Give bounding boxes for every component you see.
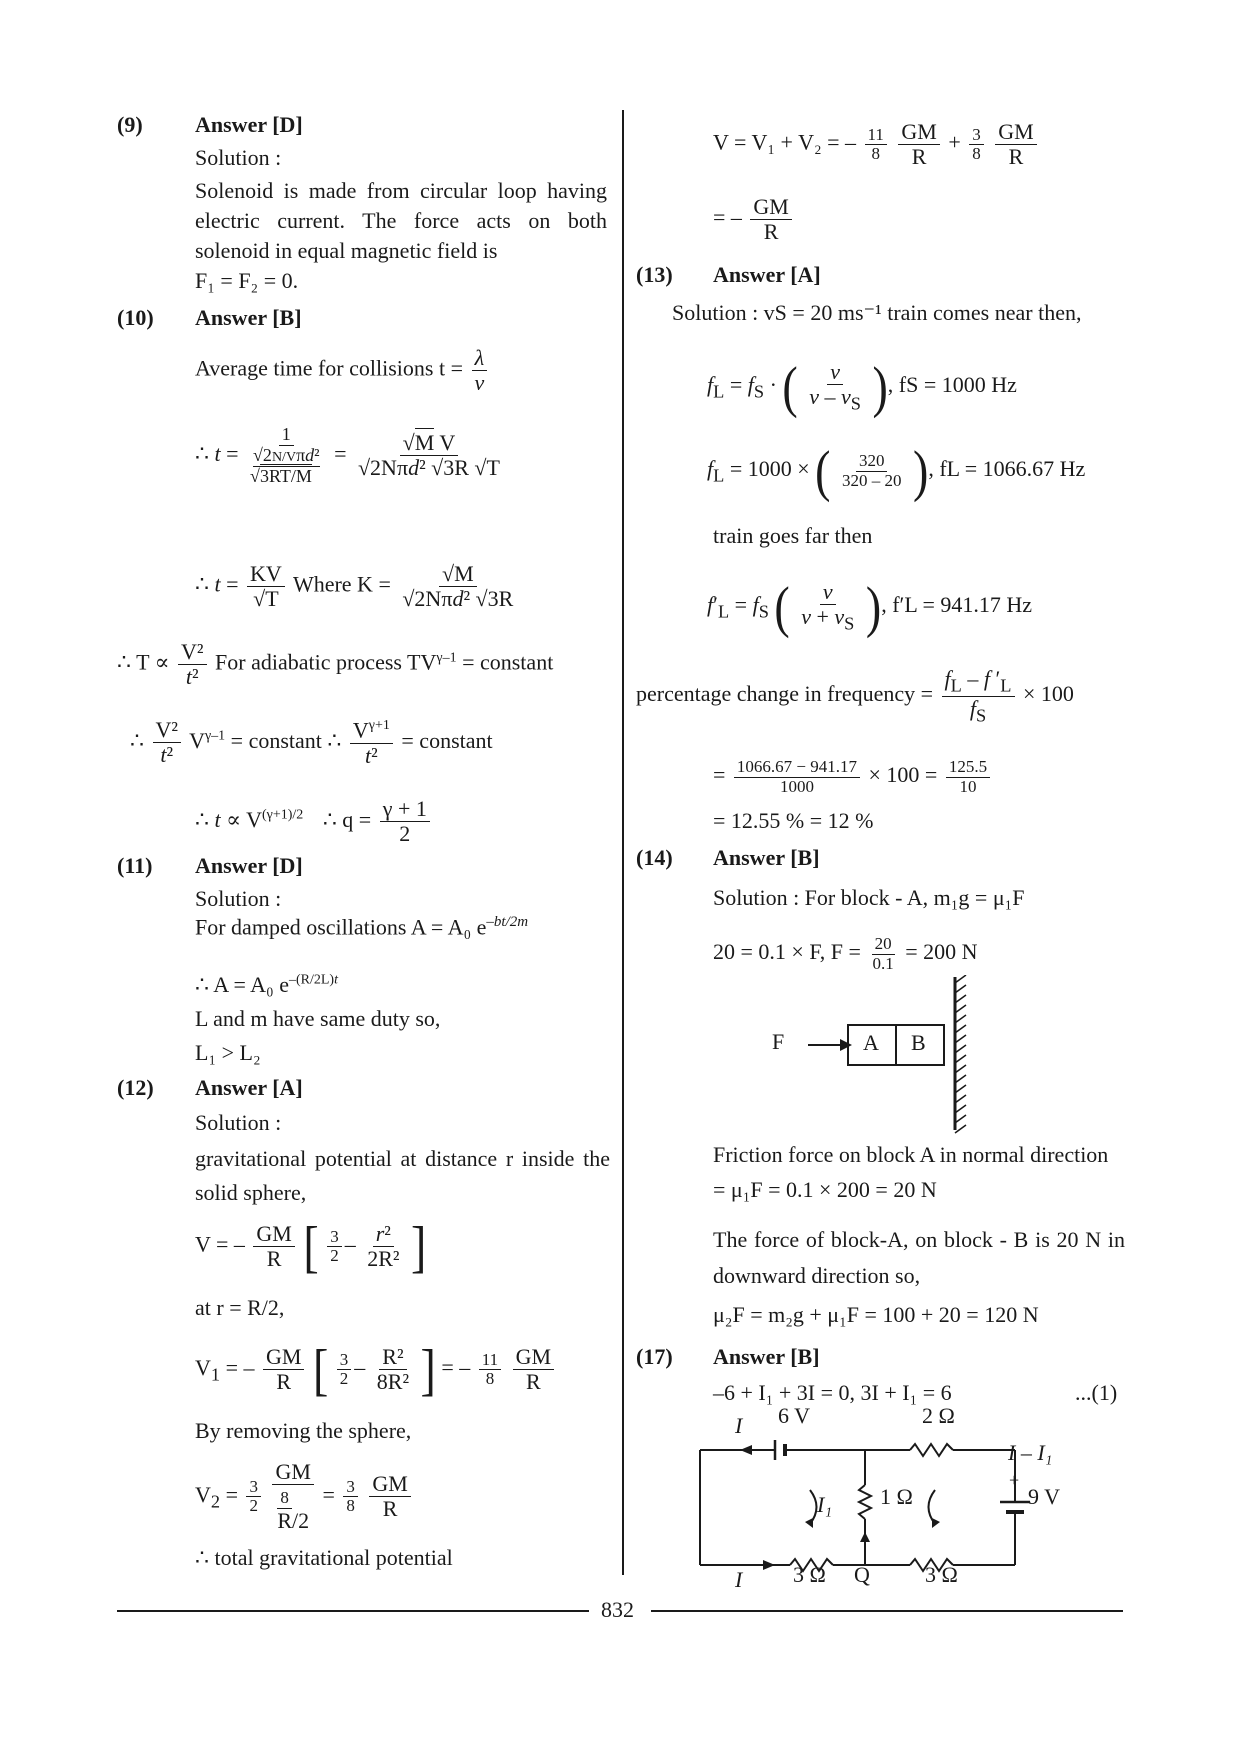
q9-solution-label: Solution : [195, 145, 282, 170]
q13-fl-formula: $f_L = f_S$ · ( $\frac{v}{v - v_S}$ ), fS = 1000 Hz [707, 354, 1017, 419]
circuit-label-3ohm-right: 3 Ω [925, 1562, 958, 1587]
q17-eq-ref: ...(1) [1075, 1380, 1118, 1405]
q12-number: (12) [117, 1075, 154, 1100]
q10-avg-time-label: Average time for collisions t = [195, 355, 463, 381]
footer-rule-left [117, 1610, 589, 1612]
force-arrow-head [840, 1039, 852, 1051]
q17-answer: Answer [B] [713, 1344, 820, 1369]
circuit-label-9v: 9 V [1028, 1484, 1060, 1509]
q11-a-eq: ∴ A = A₀ $e^{-(R/2L)t}$ [195, 972, 338, 997]
q10-answer: Answer [B] [195, 305, 302, 330]
q11-answer: Answer [D] [195, 853, 303, 878]
q13-fl-calc: $f_L = 1000$ × ( $\frac{320}{320 - 20}$ ), fL = 1066.67 Hz [707, 438, 1086, 503]
q9-answer: Answer [D] [195, 112, 303, 137]
q12-v-sum: V = V₁ + V₂ = – $\frac{11}{8}$ $\frac{GM}{R}$ + $\frac{3}{8}$ $\frac{GM}{R}$ [713, 120, 1040, 169]
q12-text: gravitational potential at distance r inside the solid sphere, [195, 1146, 610, 1205]
circuit-label-i-bottom: I [735, 1567, 743, 1592]
q11-same-duty: L and m have same duty so, [195, 1006, 441, 1031]
q9-number: (9) [117, 112, 143, 137]
loop-arrow-right [929, 1490, 936, 1524]
current-arrow-q [860, 1532, 870, 1542]
q14-eq: 20 = 0.1 × F, F = $\frac{20}{0.1}$ = 200 N [713, 934, 978, 973]
q12-v-formula: V = – $\frac{GM}{R}$ [ $\frac{3}{2}$ – $\frac{\text{r²}}{\text{2R²}}$ ] [195, 1214, 427, 1278]
circuit-label-q: Q [854, 1562, 870, 1587]
circuit-label-i-top: I [735, 1413, 743, 1438]
current-arrow-top [740, 1445, 752, 1455]
q14-mu2: μ₂F = m₂g + μ₁F = 100 + 20 = 120 N [713, 1302, 1039, 1327]
loop-arrowhead-right [932, 1518, 940, 1528]
q14-answer: Answer [B] [713, 845, 820, 870]
q10-q-result: ∴ $t \propto V^{(\gamma+1)/2}$ ∴ q = $\frac{\gamma + 1}{2}$ [195, 797, 433, 846]
q14-number: (14) [636, 845, 673, 870]
q13-fl2-formula: $f'_L = f_S$ ( $\frac{v}{v + v_S}$ ), f′L = 941.17 Hz [707, 574, 1033, 639]
q12-total: ∴ total gravitational potential [195, 1545, 453, 1570]
circuit-label-i1: I₁ [817, 1492, 832, 1517]
resistor-1-ohm [859, 1485, 871, 1519]
q13-calc: = $\frac{1066.67 - 941.17}{1000}$ × 100 = $\frac{125.5}{10}$ [713, 758, 993, 796]
q12-removing: By removing the sphere, [195, 1418, 412, 1443]
q10-t-kv-formula: ∴ t = $\frac{KV}{√T}$ Where K = $\frac{√M}{\text{√2Nπd² √3R}}$ [195, 561, 514, 612]
q13-pct: percentage change in frequency = $\frac{f_L - f '_L}{f_S}$ × 100 [636, 666, 1074, 725]
q12-v1-formula: $V_1$ = – $\frac{GM}{R}$ [ $\frac{3}{2}$ – $\frac{\text{R²}}{\text{8R²}}$ ] = – $\frac{11}{8}$ $\frac{GM}{R}$ [195, 1345, 557, 1394]
q14-friction: Friction force on block A in normal direction [713, 1142, 1109, 1167]
loop-arrow-left [810, 1490, 817, 1524]
q12-at-r: at r = R/2, [195, 1295, 285, 1320]
circuit-label-1ohm: 1 Ω [880, 1484, 913, 1509]
q11-solution-label: Solution : [195, 886, 282, 911]
q17-eq: –6 + I₁ + 3I = 0, 3I + I₁ = 6 [713, 1380, 952, 1405]
block-b-label: B [911, 1030, 926, 1055]
q10-where-label: Where K = [292, 571, 391, 597]
q12-v-result: = – $\frac{GM}{R}$ [713, 195, 795, 244]
block-a-label: A [863, 1030, 879, 1055]
q13-goes-far: train goes far then [713, 523, 873, 548]
circuit-label-i-minus-i1: I – I₁ [1008, 1440, 1053, 1465]
q10-t-derivation: ∴ t = 1 √2N/Vπd² √3RT/M = $\frac{\text{√M V}}{\text{√2Nπd² √3R √T}}$ [195, 424, 500, 487]
circuit-label-6v: 6 V [778, 1403, 810, 1428]
wall-hatching [955, 975, 966, 1133]
q17-number: (17) [636, 1344, 673, 1369]
q14-friction-val: = μ₁F = 0.1 × 200 = 20 N [713, 1177, 937, 1202]
q10-constant-line: ∴ $\frac{\text{V²}}{\text{t²}}$ $V^{\gamma-1}$ = constant ∴ $\frac{V^{\gamma+1}}{\text{t²}}$ = constant [130, 717, 493, 768]
loop-arrowhead-left [805, 1518, 813, 1528]
q14-force-text: The force of block-A, on block - B is 20 N in downward direction so, [713, 1227, 1125, 1288]
circuit-label-plus: + [1009, 1470, 1020, 1490]
footer-rule-right [651, 1610, 1123, 1612]
circuit-label-minus: – [1010, 1502, 1019, 1522]
q11-number: (11) [117, 853, 153, 878]
force-label: F [772, 1029, 785, 1054]
q13-answer: Answer [A] [713, 262, 821, 287]
q11-result: L₁ > L₂ [195, 1040, 261, 1065]
q13-number: (13) [636, 262, 673, 287]
q13-solution: Solution : vS = 20 ms⁻¹ train comes near then, [672, 300, 1082, 325]
q9-result: F₁ = F₂ = 0. [195, 268, 299, 293]
circuit-label-3ohm-left: 3 Ω [793, 1562, 826, 1587]
q11-damped: For damped oscillations A = A₀ $e^{-bt/2m}$ [195, 914, 529, 940]
column-divider [622, 110, 624, 1575]
q10-avg-time-formula: Average time for collisions t = $\frac{\lambda}{v}$ [195, 346, 490, 395]
resistor-2-ohm [910, 1444, 953, 1456]
q9-text: Solenoid is made from circular loop having electric current. The force acts on both solenoid in equal magnetic field is [195, 178, 607, 263]
q12-v2-formula: $V_2$ = $\frac{3}{2}$ GM 8 R/2 = $\frac{3}{8}$ $\frac{GM}{R}$ [195, 1460, 414, 1534]
q12-solution-label: Solution : [195, 1110, 282, 1135]
q12-answer: Answer [A] [195, 1075, 303, 1100]
q13-final: = 12.55 % = 12 % [713, 808, 874, 833]
q14-solution: Solution : For block - A, m₁g = μ₁F [713, 885, 1025, 910]
q10-adiabatic-line: ∴ T ∝ $\frac{\text{V²}}{\text{t²}}$ For adiabatic process $TV^{\gamma-1}$ = constant [117, 639, 554, 690]
q10-number: (10) [117, 305, 154, 330]
current-arrow-bottom [763, 1560, 775, 1570]
circuit-label-2ohm: 2 Ω [922, 1403, 955, 1428]
page-number: 832 [601, 1597, 634, 1622]
